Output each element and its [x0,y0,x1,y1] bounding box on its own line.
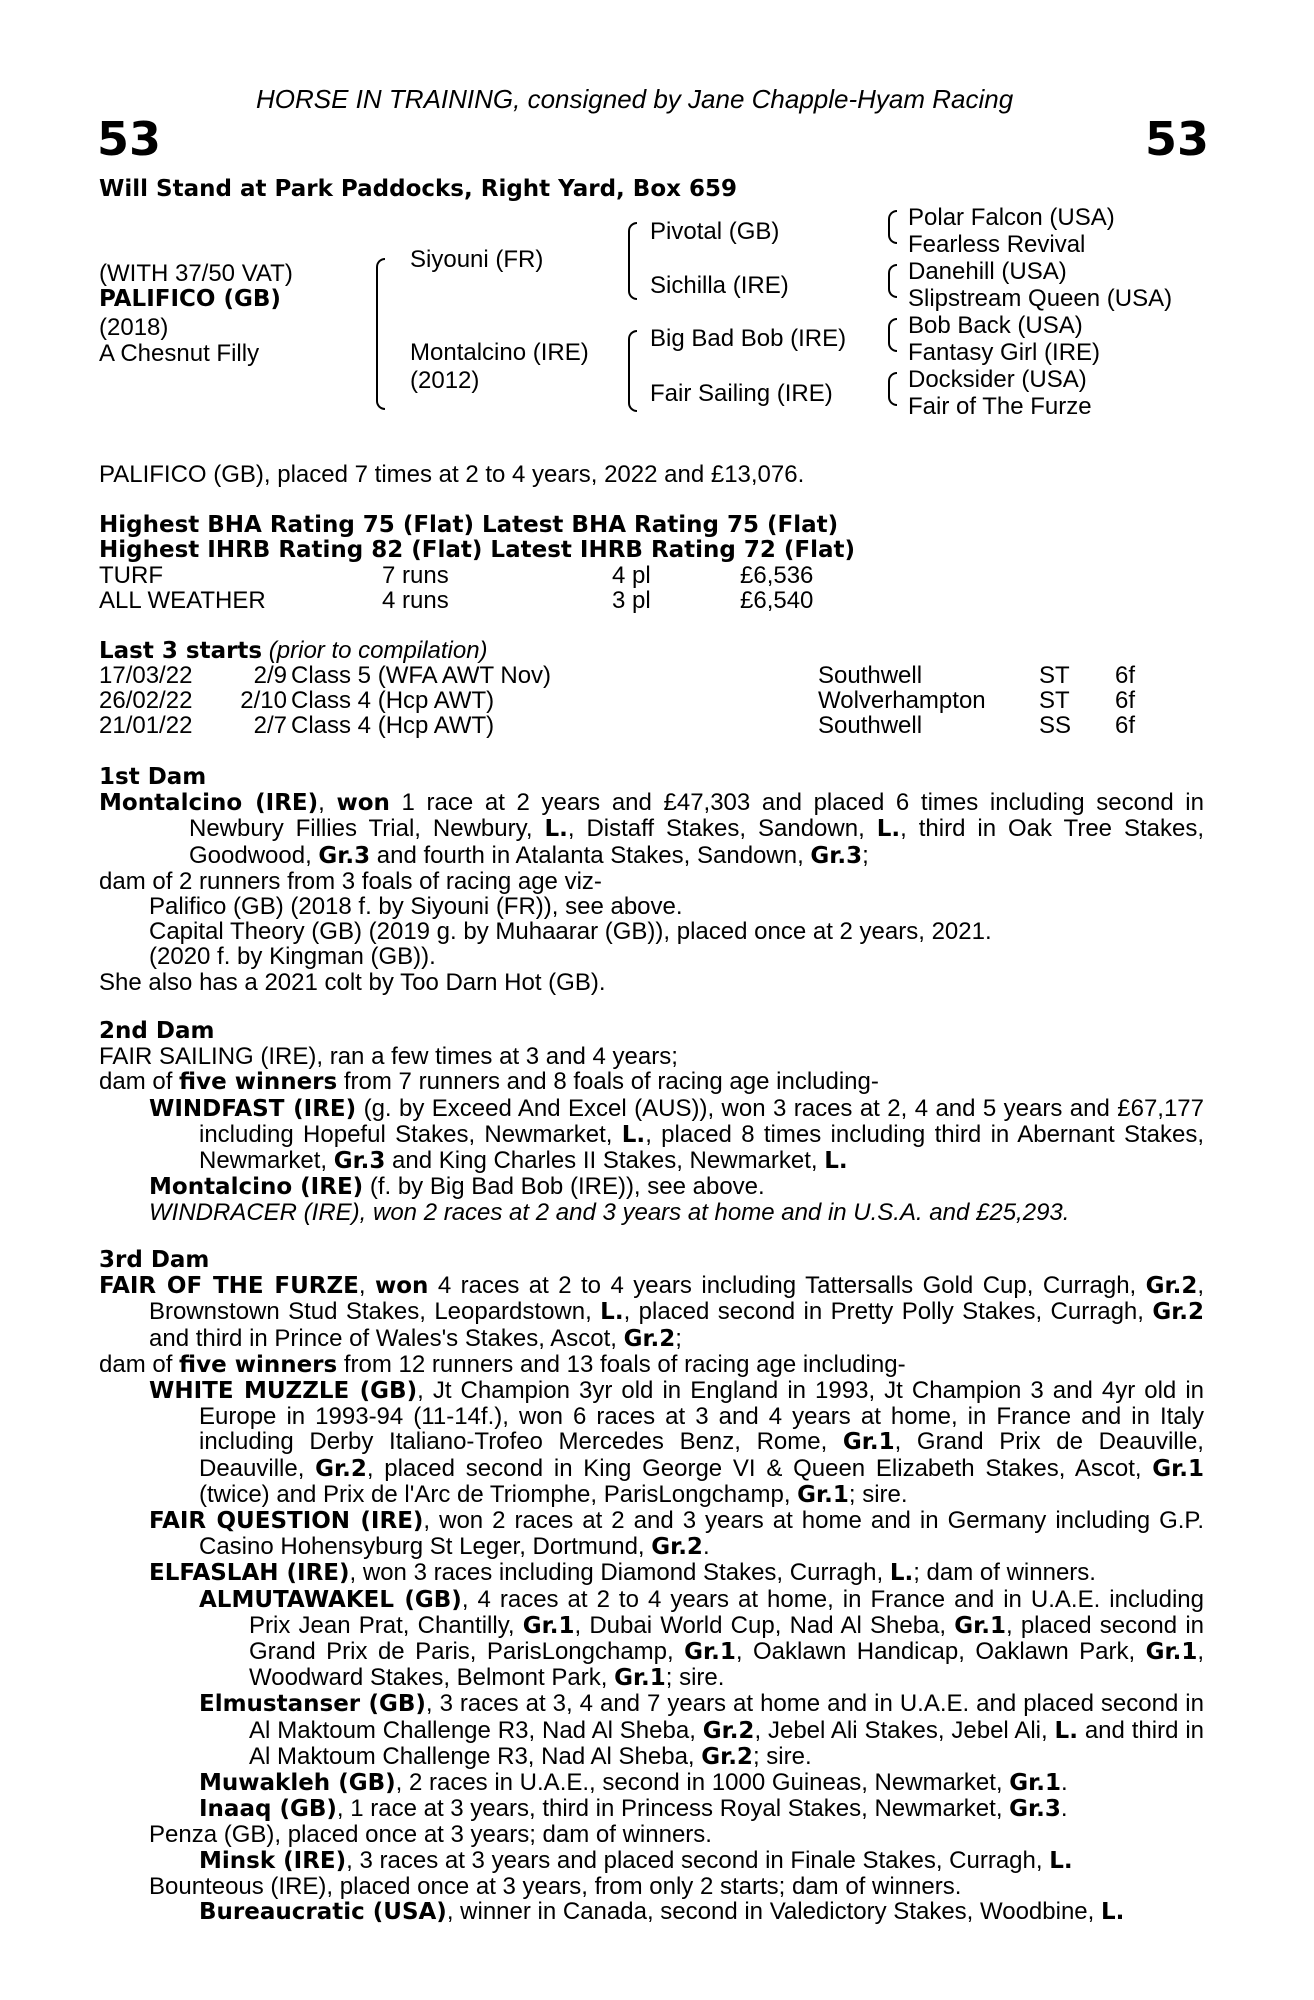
start-going: SS [1039,712,1072,739]
produce-bureaucratic [99,1899,1204,1925]
last-starts-title: Last 3 starts [99,638,263,664]
pedigree-brace-dam [628,330,637,412]
race-text: , Dubai World Cup, Nad Al Sheba, [574,1611,955,1639]
race-text: , Grand Prix de Deauville, Deauville, [199,1428,1204,1482]
produce-item: (2020 f. by Kingman (GB)). [149,943,436,971]
start-distance: 6f [1115,687,1136,714]
gen3-bob-back: Bob Back (USA) [908,312,1083,339]
race-text: , 4 races at 2 to 4 years at home, in France and in U.A.E. including Prix Jean Prat, Chantilly, [249,1585,1204,1639]
horse-name: Montalcino (IRE) [149,1174,364,1201]
last-starts-note: (prior to compilation) [268,637,488,664]
pedigree-brace-sire [628,222,637,300]
last-starts-heading [99,637,488,665]
catalogue-header: HORSE IN TRAINING, consigned by Jane Chapple-Hyam Racing [256,84,1014,114]
record-runs: 7 runs [382,562,449,589]
horse-name: Bureaucratic (USA) [199,1899,447,1926]
record-placed: 3 pl [612,587,651,614]
start-date: 21/01/22 [99,712,193,739]
start-course: Wolverhampton [818,687,986,714]
race-summary: PALIFICO (GB), placed 7 times at 2 to 4 years, 2022 and £13,076. [99,461,805,488]
gen3-docksider: Docksider (USA) [908,366,1087,393]
race-text: , 3 races at 3, 4 and 7 years at home and in U.A.E. and placed second in Al Maktoum Challenge R3, Nad Al Sheba, [249,1690,1204,1744]
sire-sire-name: Pivotal (GB) [650,218,780,245]
race-text: (f. by Big Bad Bob (IRE)), see above. [363,1173,765,1201]
grade: Gr.2 [1152,1299,1205,1326]
first-dam-section [99,765,1204,995]
gen3-fearless-revival: Fearless Revival [908,231,1086,258]
record-surface: ALL WEATHER [99,587,266,614]
lot-number-left: 53 [97,112,162,166]
race-text: , placed second in Pretty Polly Stakes, Curragh, [623,1298,1153,1326]
race-text: , Distaff Stakes, Sandown, [567,815,877,843]
start-date: 26/02/22 [99,687,193,714]
race-text: and King Charles II Stakes, Newmarket, [385,1147,825,1175]
grade: L. [1049,1847,1073,1874]
grade: L. [876,816,901,843]
sire-name: Siyouni (FR) [410,246,544,273]
record-prize: £6,536 [740,562,814,589]
race-text: (twice) and Prix de l'Arc de Triomphe, ParisLongchamp, [199,1480,798,1508]
race-text: , third in Oak Tree Stakes, Goodwood, [189,815,1205,869]
grade: Gr.1 [954,1612,1006,1639]
horse-name: ELFASLAH (IRE) [149,1560,350,1587]
produce-item: Capital Theory (GB) (2019 g. by Muhaarar (GB)), placed once at 2 years, 2021. [149,918,992,946]
record-surface: TURF [99,562,163,589]
grade: Gr.3 [333,1148,386,1175]
grade: L. [621,1121,646,1148]
gen3-danehill: Danehill (USA) [908,258,1067,285]
race-text: and third in Al Maktoum Challenge R3, Nad Al Sheba, [249,1716,1205,1770]
race-text: and third in Prince of Wales's Stakes, Ascot, [149,1324,624,1352]
race-text: , Jt Champion 3yr old in England in 1993, Jt Champion 3 and 4yr old in Europe in 1993-94 (11-14f.), won 6 races at 3 and 4 years at home, in France and in Italy including Derby Italiano-Trofeo Mercedes Benz, Rome, [199,1377,1204,1456]
grade: L. [1054,1717,1078,1744]
start-race: Class 5 (WFA AWT Nov) [291,662,552,689]
horse-name: Minsk (IRE) [199,1847,347,1874]
race-text: , won 3 races including Diamond Stakes, Curragh, [349,1559,890,1587]
grade: Gr.1 [1152,1455,1204,1482]
record-prize: £6,540 [740,587,814,614]
start-date: 17/03/22 [99,662,193,689]
won-label: won [374,1273,429,1300]
third-dam-section [99,1248,1204,1925]
race-text: , winner in Canada, second in Valedictory Stakes, Woodbine, [446,1898,1101,1926]
text: dam of [99,1350,180,1378]
third-dam-record: FAIR OF THE FURZE, won 4 races at 2 to 4 years including Tattersalls Gold Cup, Curragh, Gr.2, Brownstown Stud Stakes, Leopardstown, L., placed second in Pretty Polly Stakes, Curragh, Gr.2 and third in Prince of Wales's Stakes, Ascot, Gr.2; [99,1272,1205,1352]
produce-windfast [99,1096,1204,1175]
race-text: ; sire. [752,1742,812,1770]
pedigree-brace-g3-3 [888,318,897,352]
produce-item: Palifico (GB) (2018 f. by Siyouni (FR)), see above. [149,893,683,921]
race-text: , 2 races in U.A.E., second in 1000 Guineas, Newmarket, [395,1769,1010,1797]
race-text: ; [862,841,869,869]
produce-montalcino [99,1174,1204,1200]
race-text: (g. by Exceed And Excel (AUS)), won 3 races at 2, 4 and 5 years and £67,177 including Hopeful Stakes, Newmarket, [199,1094,1204,1148]
grade: Gr.1 [797,1481,849,1508]
horse-year: (2018) [99,314,169,341]
race-text: , placed second in King George VI & Queen Elizabeth Stakes, Ascot, [366,1454,1153,1482]
gen3-fantasy-girl: Fantasy Girl (IRE) [908,339,1101,366]
first-dam-produce-summary: dam of 2 runners from 3 foals of racing age viz- [99,867,602,895]
produce-windracer: WINDRACER (IRE), won 2 races at 2 and 3 years at home and in U.S.A. and £25,293. [149,1199,1070,1227]
second-dam-heading: 2nd Dam [99,1018,215,1044]
race-text: ; dam of winners. [913,1559,1096,1587]
pedigree-brace-g3-1 [888,210,897,244]
start-course: Southwell [818,712,923,739]
record-placed: 4 pl [612,562,651,589]
grade: L. [889,1560,914,1587]
produce-elmustanser [99,1691,1204,1770]
race-text: . [1060,1795,1068,1823]
race-text: , Jebel Ali Stakes, Jebel Ali, [754,1716,1055,1744]
produce-bounteous: Bounteous (IRE), placed once at 3 years, from only 2 starts; dam of winners. [149,1872,962,1900]
horse-name: WHITE MUZZLE (GB) [149,1378,418,1405]
gen3-slipstream-queen: Slipstream Queen (USA) [908,285,1173,312]
race-text: 1 race at 2 years and £47,303 and placed 6 times including second in Newbury Fillies Trial, Newbury, [189,789,1204,843]
start-distance: 6f [1115,712,1136,739]
start-race: Class 4 (Hcp AWT) [291,712,495,739]
pedigree-brace-g3-4 [888,372,897,406]
start-going: ST [1039,687,1070,714]
grade: L. [1100,1899,1125,1926]
grade: L. [824,1148,848,1175]
dam-dam-name: Fair Sailing (IRE) [650,380,833,407]
text: dam of [99,1068,180,1096]
dam-year: (2012) [410,367,480,394]
race-text: . [702,1533,710,1561]
grade: Gr.2 [623,1325,676,1352]
first-dam-record: Montalcino (IRE), won 1 race at 2 years and £47,303 and placed 6 times including second in Newbury Fillies Trial, Newbury, L., Distaff Stakes, Sandown, L., third in Oak Tree Stakes, Goodwood, Gr.3 and fourth in Atalanta Stakes, Sandown, Gr.3; [99,789,1205,869]
race-text: ; sire. [665,1664,725,1692]
produce-white-muzzle [99,1378,1204,1508]
second-dam-produce-summary [99,1069,1204,1095]
vat-note: (WITH 37/50 VAT) [99,260,293,287]
horse-name: Muwakleh (GB) [199,1770,396,1797]
horse-description: A Chesnut Filly [99,340,260,367]
grade: Gr.1 [1009,1770,1061,1797]
grade: Gr.1 [522,1612,575,1639]
third-dam-heading: 3rd Dam [99,1247,210,1273]
race-text: and fourth in Atalanta Stakes, Sandown, [370,841,811,869]
race-text: , placed second in Grand Prix de Paris, ParisLongchamp, [249,1611,1205,1666]
produce-muwakleh [99,1770,1204,1796]
winners-count: five winners [179,1069,338,1096]
race-text: , won 2 races at 2 and 3 years at home and in Germany including G.P. Casino Hohensyburg St Leger, Dortmund, [199,1507,1205,1561]
produce-penza: Penza (GB), placed once at 3 years; dam of winners. [149,1821,712,1849]
start-position: 2/9 [253,662,287,689]
gen3-polar-falcon: Polar Falcon (USA) [908,204,1115,231]
bha-rating: Highest BHA Rating 75 (Flat) Latest BHA Rating 75 (Flat) [99,512,839,538]
second-dam-record: FAIR SAILING (IRE), ran a few times at 3 and 4 years; [99,1043,678,1071]
grade: Gr.1 [1145,1639,1198,1666]
horse-name: WINDFAST (IRE) [149,1095,357,1122]
third-dam-produce-summary [99,1352,1204,1378]
text: from 7 runners and 8 foals of racing age including- [337,1068,879,1096]
race-text: . [1060,1769,1068,1797]
winners-count: five winners [179,1351,338,1378]
produce-minsk [99,1848,1204,1874]
grade: Gr.3 [318,842,371,869]
horse-name: PALIFICO (GB) [99,286,281,312]
grade: L. [600,1299,624,1326]
start-distance: 6f [1115,662,1136,689]
grade: Gr.1 [684,1639,736,1666]
dam-name: Montalcino (IRE) [410,339,589,366]
pedigree-brace-g3-2 [888,264,897,298]
produce-elfaslah [99,1560,1204,1586]
race-text: , Brownstown Stud Stakes, Leopardstown, [149,1272,1205,1326]
first-dam-also: She also has a 2021 colt by Too Darn Hot (GB). [99,968,606,996]
third-dam-name: FAIR OF THE FURZE [99,1273,359,1300]
race-text: , 1 race at 3 years, third in Princess Royal Stakes, Newmarket, [336,1795,1010,1823]
race-text: , Oaklawn Handicap, Oaklawn Park, [735,1638,1146,1666]
produce-almutawakel [99,1587,1204,1692]
start-going: ST [1039,662,1070,689]
record-runs: 4 runs [382,587,449,614]
won-label: won [336,790,390,817]
pedigree-brace-main [376,258,385,410]
start-course: Southwell [818,662,923,689]
grade: Gr.2 [702,1717,755,1744]
race-text: , placed 8 times including third in Abernant Stakes, Newmarket, [199,1120,1204,1175]
start-position: 2/7 [253,712,287,739]
race-text: ; sire. [848,1480,908,1508]
horse-name: FAIR QUESTION (IRE) [149,1508,424,1535]
produce-fair-question [99,1508,1204,1560]
grade: Gr.2 [701,1743,753,1770]
grade: Gr.2 [315,1455,367,1482]
horse-name: Elmustanser (GB) [199,1691,426,1718]
first-dam-name: Montalcino (IRE) [99,790,319,817]
grade: Gr.3 [810,842,863,869]
start-position: 2/10 [240,687,287,714]
sire-dam-name: Sichilla (IRE) [650,272,789,299]
produce-inaaq [99,1796,1204,1822]
grade: L. [544,816,568,843]
gen3-fair-of-the-furze: Fair of The Furze [908,393,1092,420]
horse-name: ALMUTAWAKEL (GB) [199,1586,462,1613]
race-text: ; [675,1324,682,1352]
ihrb-rating: Highest IHRB Rating 82 (Flat) Latest IHRB Rating 72 (Flat) [99,537,856,563]
first-dam-heading: 1st Dam [99,764,207,790]
grade: Gr.2 [651,1534,703,1561]
horse-name: Inaaq (GB) [199,1796,337,1823]
race-text: , 3 races at 3 years and placed second in Finale Stakes, Curragh, [346,1846,1050,1874]
dam-sire-name: Big Bad Bob (IRE) [650,325,847,352]
stand-location: Will Stand at Park Paddocks, Right Yard, Box 659 [99,176,737,202]
grade: Gr.2 [1145,1273,1198,1300]
grade: Gr.1 [842,1429,895,1456]
text: from 12 runners and 13 foals of racing age including- [337,1350,906,1378]
grade: Gr.1 [614,1665,666,1692]
grade: Gr.3 [1009,1796,1061,1823]
race-text: , Woodward Stakes, Belmont Park, [249,1638,1205,1692]
lot-number-right: 53 [1145,112,1210,166]
race-text: 4 races at 2 to 4 years including Tattersalls Gold Cup, Curragh, [428,1272,1146,1300]
second-dam-section [99,1019,1204,1226]
start-race: Class 4 (Hcp AWT) [291,687,495,714]
